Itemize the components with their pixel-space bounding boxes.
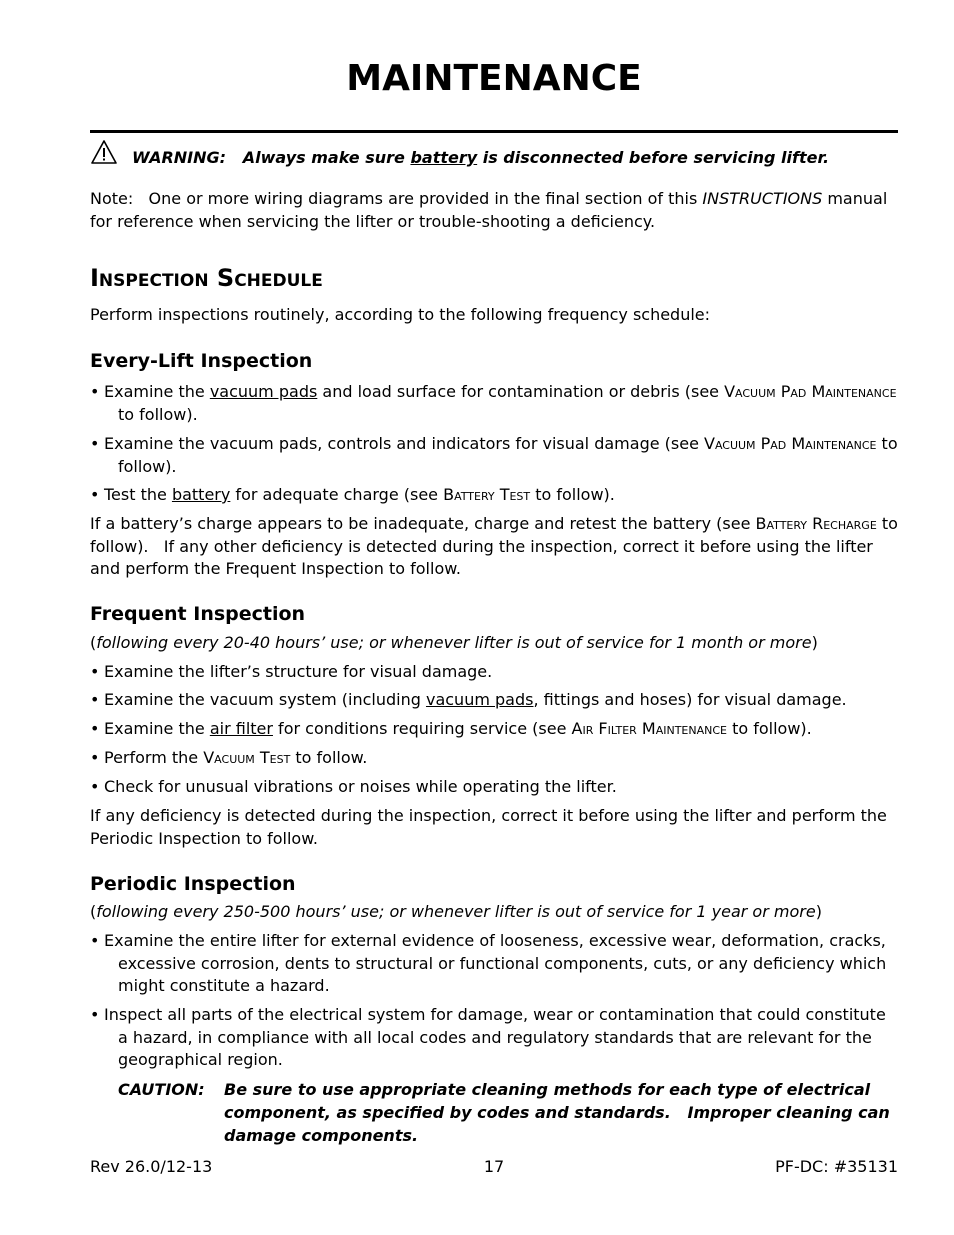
warning-triangle-icon [90,139,118,174]
bullet: • [90,485,100,504]
every-lift-heading: Every-Lift Inspection [90,350,313,372]
paren: ( [90,902,97,921]
frequent-bullet-2 [90,689,898,712]
frequent-bullet-4 [90,747,898,770]
note-post: manual for reference when servicing the lifter or trouble-shooting a deficiency. [90,189,888,231]
text: Examine the entire lifter for external evidence of looseness, excessive wear, deformation, cracks, excessive corrosion, dents to structural or functional components, cuts, or any deficiency which might constitute a hazard. [104,931,887,995]
text: Examine the [104,719,210,738]
page-title: MAINTENANCE [346,58,642,99]
note-instructions: INSTRUCTIONS [702,189,823,208]
bullet: • [90,1005,100,1024]
every-lift-bullet-3 [90,484,898,507]
bullet: • [90,748,100,767]
caution-text: Be sure to use appropriate cleaning methods for each type of electrical component, as specified by codes and standards. Improper cleaning can damage components. [224,1080,890,1145]
text: and load surface for contamination or debris (see [317,382,725,401]
text: Examine the lifter’s structure for visual damage. [104,662,493,681]
frequent-heading: Frequent Inspection [90,603,306,625]
frequent-interval [90,632,898,655]
footer-revision: Rev 26.0/12-13 [90,1157,213,1176]
frequent-bullet-5 [90,776,898,799]
text: to follow. [290,748,368,767]
warning-label: WARNING: [132,148,227,167]
cross-reference: Vacuum Pad Maintenance [724,382,897,401]
interval-text: following every 20-40 hours’ use; or whenever lifter is out of service for 1 month or more [96,633,812,652]
every-lift-followup [90,513,898,581]
warning-battery-link[interactable]: battery [410,148,478,167]
bullet: • [90,931,100,950]
text: to follow). [118,404,198,424]
text: for conditions requiring service (see [272,719,572,738]
frequent-followup: If any deficiency is detected during the inspection, correct it before using the lifter and perform the Periodic Inspection to follow. [90,806,887,848]
warning-pre: Always make sure [242,148,411,167]
interval-text: following every 250-500 hours’ use; or whenever lifter is out of service for 1 year or more [96,902,816,921]
vacuum-pads-link[interactable]: vacuum pads [209,382,318,401]
caution-label: CAUTION: [118,1080,205,1099]
text: Examine the vacuum pads, controls and indicators for visual damage (see [104,434,704,453]
battery-link[interactable]: battery [171,485,231,504]
section-title: Inspection Schedule [90,264,323,292]
text: Check for unusual vibrations or noises while operating the lifter. [104,777,617,796]
bullet: • [90,777,100,796]
bullet: • [90,382,100,401]
cross-reference: Vacuum Pad Maintenance [704,434,877,453]
text: to follow). If any other deficiency is detected during the inspection, correct it before using the lifter and perform the Frequent Inspection to follow. [90,514,898,578]
footer-page-number: 17 [483,1157,505,1176]
title-rule [90,130,898,133]
text: to follow). [726,719,812,738]
text: , fittings and hoses) for visual damage. [533,690,847,709]
periodic-bullet-1 [90,930,898,998]
text: to follow). [530,485,615,504]
cross-reference: Battery Test [443,485,531,504]
every-lift-bullet-2 [90,433,898,478]
bullet: • [90,719,100,738]
frequent-bullet-3 [90,718,898,741]
caution-block [118,1078,908,1147]
bullet: • [90,662,100,681]
paren: ( [90,633,97,652]
every-lift-bullet-1 [90,381,898,426]
air-filter-link[interactable]: air filter [209,719,273,738]
cross-reference: Vacuum Test [203,748,291,767]
paren: ) [815,902,822,921]
cross-reference: Air Filter Maintenance [571,719,727,738]
note-paragraph [90,187,898,233]
section-intro: Perform inspections routinely, according to the following frequency schedule: [90,305,711,324]
text: to follow). [118,434,898,476]
paren: ) [811,633,818,652]
text: Examine the [104,382,210,401]
bullet: • [90,690,100,709]
note-pre: Note: One or more wiring diagrams are provided in the final section of this [90,189,703,208]
cross-reference: Battery Recharge [755,514,877,533]
text: Perform the [104,748,204,767]
periodic-interval [90,901,898,924]
text: for adequate charge (see [230,485,444,504]
warning-line [90,143,898,174]
periodic-bullet-2 [90,1004,898,1072]
bullet: • [90,434,100,453]
text: Test the [104,485,172,504]
text: Inspect all parts of the electrical system for damage, wear or contamination that could constitute a hazard, in compliance with all local codes and regulatory standards that are relevant for the geographical region. [104,1005,886,1069]
footer-document-id: PF-DC: #35131 [775,1157,898,1176]
periodic-heading: Periodic Inspection [90,873,296,895]
text: If a battery’s charge appears to be inadequate, charge and retest the battery (see [90,514,756,533]
text: Examine the vacuum system (including [104,690,426,709]
warning-post: is disconnected before servicing lifter. [477,148,830,167]
frequent-bullet-1 [90,661,898,684]
vacuum-pads-link[interactable]: vacuum pads [425,690,534,709]
